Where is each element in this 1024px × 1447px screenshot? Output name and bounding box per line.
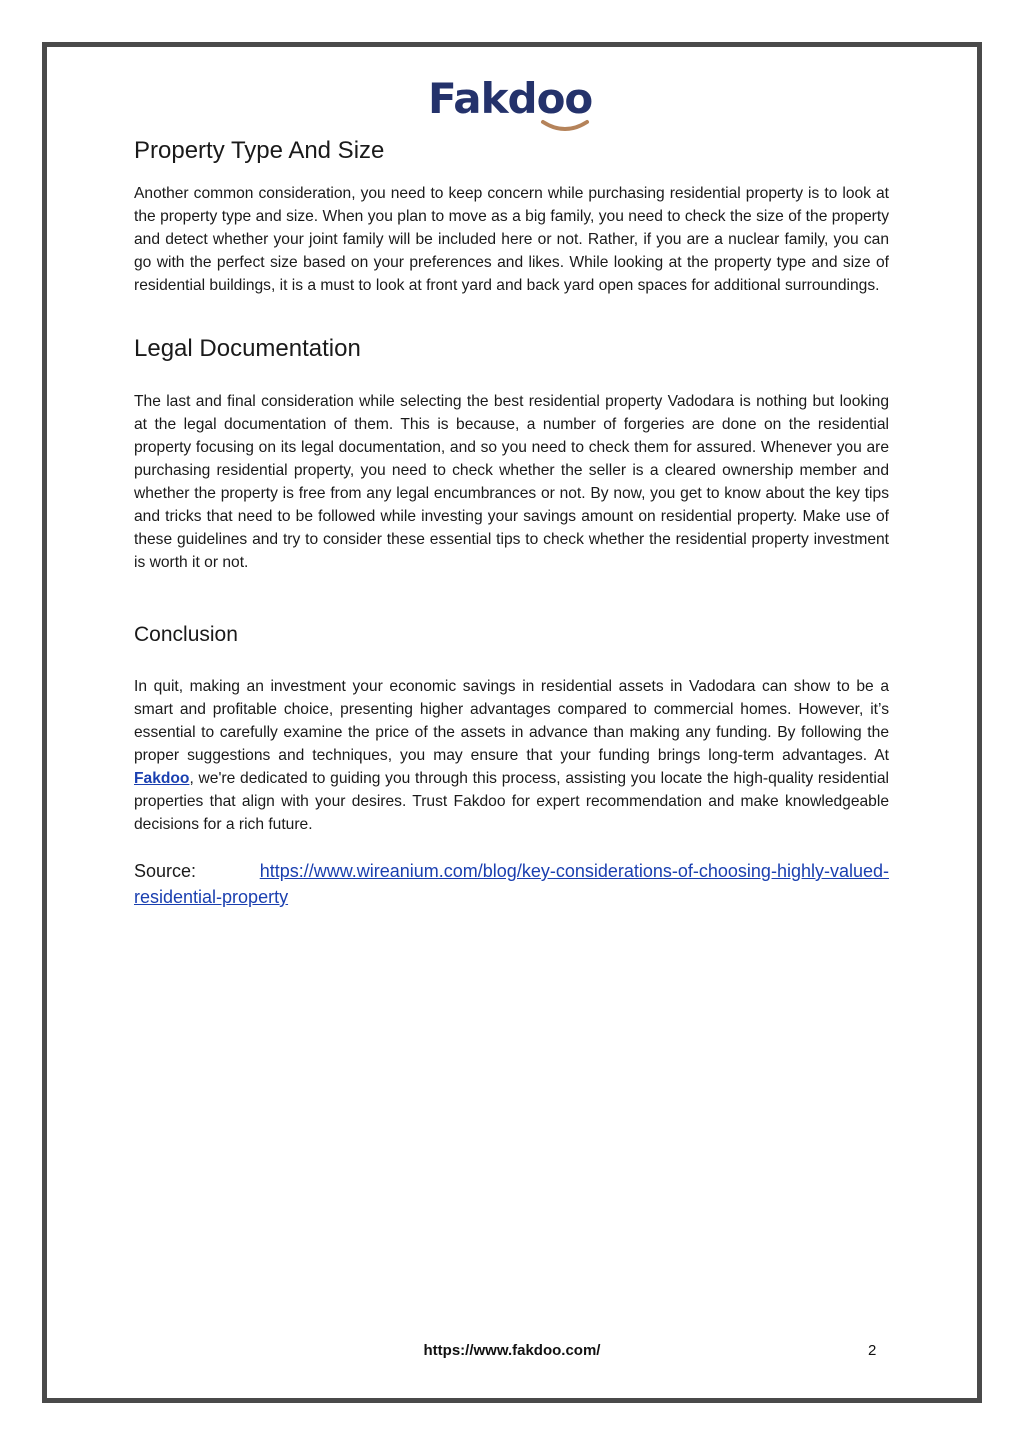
- conclusion-text-end: , we're dedicated to guiding you through this process, assisting you locate the high-quality residential properties that align with your desires. Trust Fakdoo for expert recommendation and make knowledgeable decisions for a rich future.: [134, 770, 889, 833]
- footer-url: https://www.fakdoo.com/: [423, 1342, 601, 1359]
- source-link[interactable]: https://www.wireanium.com/blog/key-considerations-of-choosing-highly-valued-residential-property: [134, 861, 889, 907]
- source-label: Source:: [134, 861, 197, 881]
- conclusion-text-start: In quit, making an investment your economic savings in residential assets in Vadodara can show to be a smart and profitable choice, presenting higher advantages compared to commercial homes. However, it’s essential to carefully examine the price of the assets in advance than making any funding. By following the proper suggestions and techniques, you may ensure that your funding brings long-term advantages. At: [134, 678, 889, 764]
- fakdoo-link[interactable]: Fakdoo: [134, 770, 190, 787]
- heading-legal-documentation: Legal Documentation: [134, 335, 361, 362]
- fakdoo-logo: [428, 74, 598, 136]
- paragraph-property-type: Another common consideration, you need to keep concern while purchasing residential property is to look at the property type and size. When you plan to move as a big family, you need to check the size of the property and detect whether your joint family will be included here or not. Rather, if you are a nuclear family, you can go with the perfect size based on your preferences and likes. While looking at the property type and size of residential buildings, it is a must to look at front yard and back yard open spaces for additional surroundings.: [134, 185, 889, 294]
- logo-text: Fakdoo: [428, 74, 593, 123]
- source-line: [134, 858, 889, 910]
- logo-smile-icon: [540, 118, 590, 134]
- paragraph-conclusion: [134, 675, 889, 836]
- page-number: 2: [868, 1342, 877, 1359]
- heading-property-type: Property Type And Size: [134, 137, 385, 164]
- heading-conclusion: Conclusion: [134, 623, 238, 646]
- paragraph-legal-documentation: The last and final consideration while selecting the best residential property Vadodara is nothing but looking at the legal documentation of them. This is because, a number of forgeries are done on the residential property focusing on its legal documentation, and so you need to check them for assured. Whenever you are purchasing residential property, you need to check whether the seller is a cleared ownership member and whether the property is free from any legal encumbrances or not. By now, you get to know about the key tips and tricks that need to be followed while investing your savings amount on residential property. Make use of these guidelines and try to consider these essential tips to check whether the residential property investment is worth it or not.: [134, 393, 889, 571]
